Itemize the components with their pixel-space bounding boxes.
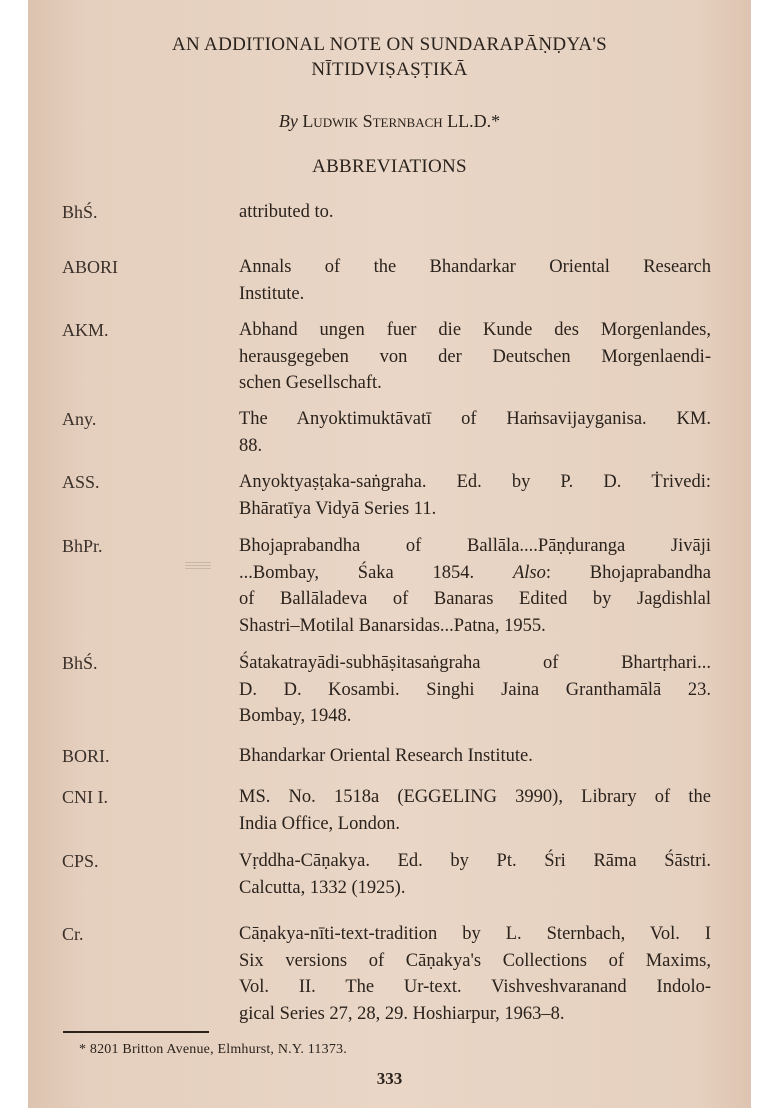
abbreviation-definition	[239, 784, 711, 837]
definition-line: Annals of the Bhandarkar Oriental Research	[239, 257, 711, 277]
definition-line: Bhandarkar Oriental Research Institute.	[239, 746, 533, 766]
abbreviation-term: ABORI	[62, 257, 119, 277]
definition-line: India Office, London.	[239, 813, 400, 834]
definition-line: of Ballāladeva of Banaras Edited by Jagdishlal	[239, 589, 711, 609]
abbreviation-definition	[239, 743, 711, 770]
article-title-line-2: NĪTIDVIṢAṢṬIKĀ	[311, 59, 468, 80]
abbreviation-definition	[239, 469, 711, 522]
abbreviation-term: AKM.	[62, 320, 109, 340]
footnote: * 8201 Britton Avenue, Elmhurst, N.Y. 11373.	[79, 1042, 347, 1057]
byline-by: By	[278, 111, 298, 131]
abbreviation-definition	[239, 254, 711, 307]
print-smudge	[185, 562, 211, 571]
definition-line: Bhojaprabandha of Ballāla....Pāṇḍuranga Jivāji	[239, 536, 711, 556]
definition-line: Śatakatrayādi-subhāṣitasaṅgraha of Bhartṛhari...	[239, 653, 711, 673]
definition-line: herausgegeben von der Deutschen Morgenlaendi-	[239, 346, 711, 367]
abbreviation-term: BhŚ.	[62, 202, 98, 222]
definition-line: Institute.	[239, 283, 305, 304]
definition-line: Abhand ungen fuer die Kunde des Morgenlandes,	[239, 320, 711, 340]
definition-line: Calcutta, 1332 (1925).	[239, 877, 406, 898]
abbreviation-term: Any.	[62, 409, 97, 429]
definition-line: Vol. II. The Ur-text. Vishveshvaranand Indolo-	[239, 977, 711, 997]
article-title-line-1: AN ADDITIONAL NOTE ON SUNDARAPĀṆḌYA'S	[172, 34, 607, 55]
footnote-rule	[63, 1031, 209, 1033]
abbreviation-definition	[239, 921, 711, 1027]
abbreviation-definition	[239, 650, 711, 730]
definition-line: schen Gesellschaft.	[239, 373, 382, 393]
abbreviation-definition	[239, 848, 711, 901]
definition-line: 88.	[239, 435, 263, 456]
page-number: 333	[376, 1069, 403, 1088]
definition-line: attributed to.	[239, 202, 334, 222]
author-name: Ludwik Sternbach	[302, 111, 443, 131]
definition-line: Bombay, 1948.	[239, 706, 352, 726]
abbreviation-term: CNI I.	[62, 787, 108, 807]
byline	[28, 111, 751, 132]
definition-line: Six versions of Cāṇakya's Collections of Maxims,	[239, 950, 711, 971]
abbreviation-term: BhPr.	[62, 536, 103, 556]
definition-line: gical Series 27, 28, 29. Hoshiarpur, 1963–8.	[239, 1003, 565, 1024]
book-page	[28, 0, 751, 1108]
abbreviation-term: BhŚ.	[62, 653, 98, 673]
definition-line: Shastri–Motilal Banarsidas...Patna, 1955.	[239, 615, 546, 636]
definition-line: D. D. Kosambi. Singhi Jaina Granthamālā 23.	[239, 679, 711, 700]
definition-line: ...Bombay, Śaka 1854. Also: Bhojaprabandha	[239, 562, 712, 583]
abbreviation-term: CPS.	[62, 851, 99, 871]
author-degree: LL.D.*	[447, 111, 501, 131]
abbreviation-definition	[239, 533, 711, 639]
definition-line: Cāṇakya-nīti-text-tradition by L. Sternbach, Vol. I	[239, 924, 711, 944]
definition-line: The Anyoktimuktāvatī of Haṁsavijayganisa. KM.	[239, 409, 711, 429]
abbreviation-term: Cr.	[62, 924, 84, 944]
abbreviation-term: ASS.	[62, 472, 100, 492]
section-heading: ABBREVIATIONS	[312, 156, 467, 177]
definition-line: Bhāratīya Vidyā Series 11.	[239, 498, 437, 519]
abbreviation-definition	[239, 317, 711, 397]
definition-line: Vṛddha-Cāṇakya. Ed. by Pt. Śri Rāma Śāstri.	[239, 851, 711, 871]
definition-line: MS. No. 1518a (EGGELING 3990), Library of the	[239, 787, 711, 807]
abbreviation-definition	[239, 406, 711, 459]
definition-line: Anyoktyaṣṭaka-saṅgraha. Ed. by P. D. Ṫrivedi:	[239, 472, 711, 492]
abbreviation-definition	[239, 199, 711, 226]
abbreviation-term: BORI.	[62, 746, 110, 766]
